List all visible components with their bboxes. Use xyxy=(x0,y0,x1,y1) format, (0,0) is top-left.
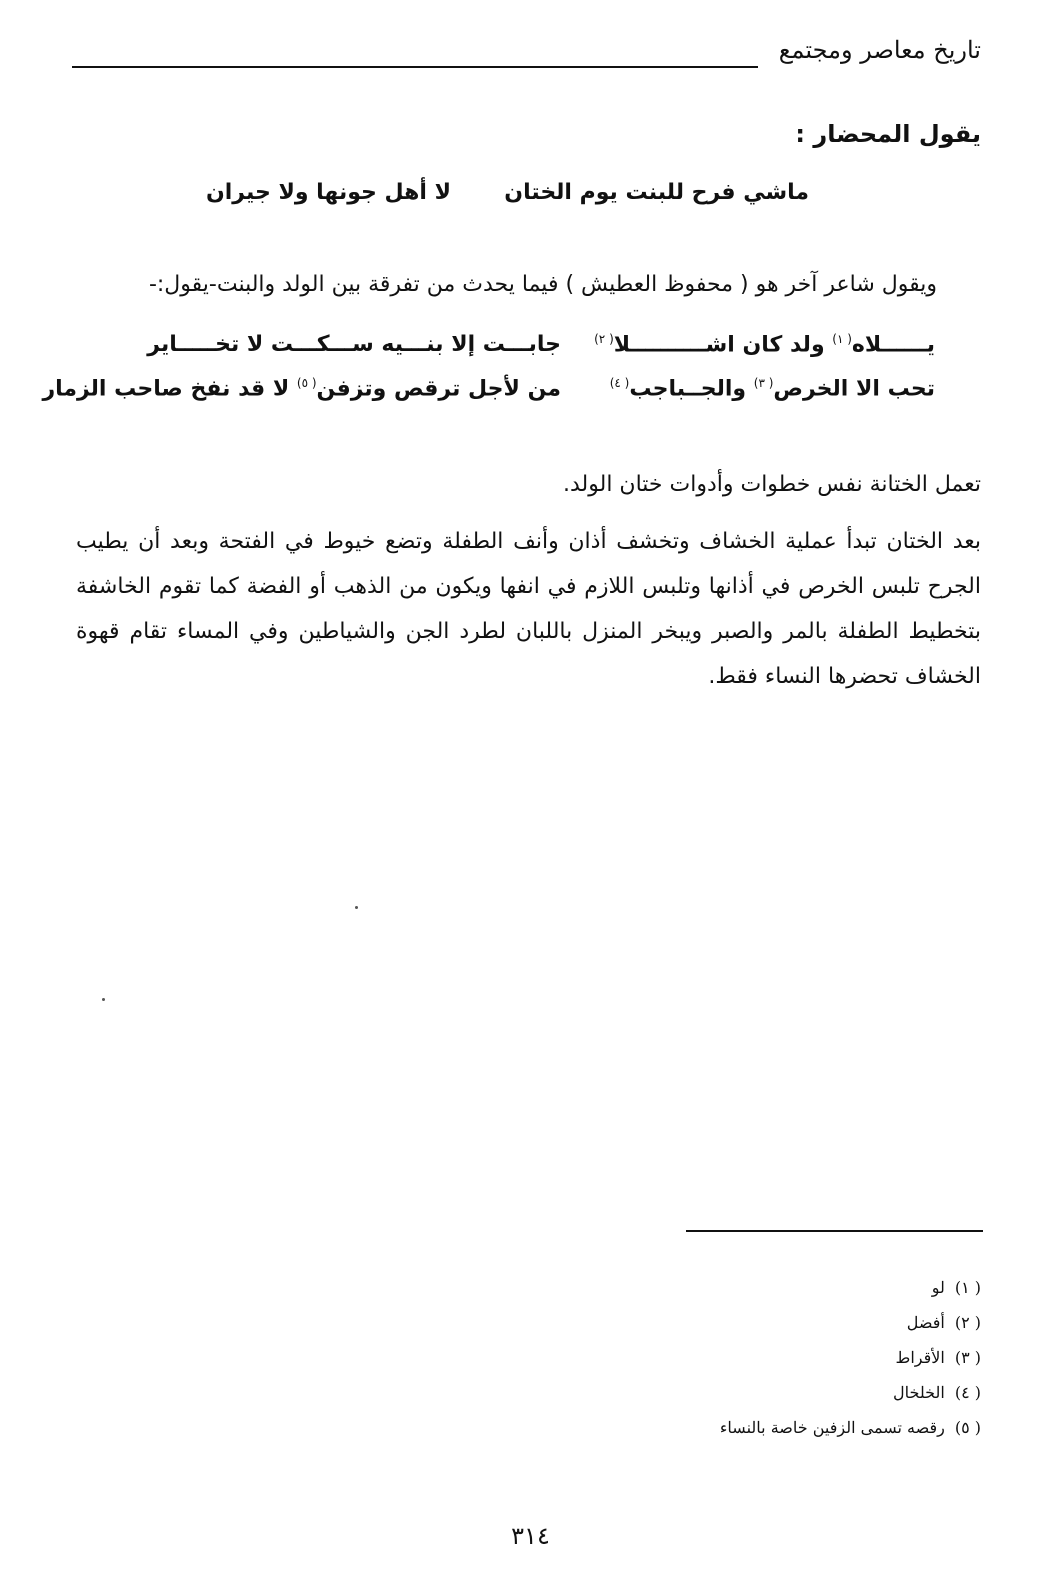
verse-1-left-hemistich: لا أهل جونها ولا جيران xyxy=(205,180,451,205)
verse-couplet-3 xyxy=(0,376,1061,416)
footnote-ref-5: ( ٥) xyxy=(296,376,317,390)
footnote-text: الخلخال xyxy=(893,1383,945,1402)
footnote-text: الأقراط xyxy=(895,1348,945,1367)
footnote-ref-3: ( ٣) xyxy=(753,376,774,390)
verse-3-right-start: تحب الا الخرص xyxy=(773,376,935,402)
footnote-2 xyxy=(720,1305,981,1340)
footnote-ref-2: ( ٢) xyxy=(594,332,614,346)
footnote-5 xyxy=(720,1410,981,1445)
scan-speck xyxy=(355,906,358,909)
footnote-ref-4: ( ٤) xyxy=(609,376,630,390)
footnote-3 xyxy=(720,1340,981,1375)
footnote-1 xyxy=(720,1270,981,1305)
section-heading: يقول المحضار : xyxy=(795,120,981,148)
intro-line: ويقول شاعر آخر هو ( محفوظ العطيش ) فيما يحدث من تفرقة بين الولد والبنت-يقول:- xyxy=(148,272,937,297)
footnote-4 xyxy=(720,1375,981,1410)
verse-3-left-hemistich xyxy=(42,376,561,401)
footnote-number: ( ٣) xyxy=(954,1348,981,1367)
footnote-number: ( ٥) xyxy=(954,1418,981,1437)
page-number: ٣١٤ xyxy=(511,1522,550,1550)
verse-3-left-start: من لأجل ترقص وتزفن xyxy=(316,376,561,402)
footnote-number: ( ١) xyxy=(954,1278,981,1297)
footnote-text: أفضل xyxy=(906,1313,945,1332)
header-rule xyxy=(72,66,758,68)
footnote-ref-1: ( ١) xyxy=(832,332,852,346)
verse-2-left-hemistich: جابـــت إلا بنـــيه ســـكـــت لا تخـــــاير xyxy=(147,332,561,357)
footnote-number: ( ٤) xyxy=(954,1383,981,1402)
footnote-rule xyxy=(686,1230,983,1232)
verse-3-right-mid: والجــباجب xyxy=(629,376,754,402)
footnote-number: ( ٢) xyxy=(954,1313,981,1332)
footnote-text: رقصه تسمى الزفين خاصة بالنساء xyxy=(719,1418,945,1437)
verse-couplet-1 xyxy=(0,180,1061,220)
footnotes-list xyxy=(720,1270,981,1445)
verse-couplet-2 xyxy=(0,332,1061,372)
footnote-text: لو xyxy=(931,1278,945,1297)
scan-speck xyxy=(102,998,105,1001)
paragraph-piercing: بعد الختان تبدأ عملية الخشاف وتخشف أذان وأنف الطفلة وتضع خيوط في الفتحة وبعد أن يطيب الجرح تلبس الخرص في أذانها وتلبس اللازم في انفها ويكون من الذهب أو الفضة كما تقوم الخاشفة بتخطيط الطفلة بالمر والصبر ويبخر المنزل باللبان لطرد الجن والشياطين وفي المساء تقام قهوة الخشاف تحضرها النساء فقط. xyxy=(76,529,981,689)
verse-2-right-start: يــــــلاه xyxy=(851,332,935,358)
verse-2-right-hemistich xyxy=(594,332,935,357)
verse-3-left-end: لا قد نفخ صاحب الزمار xyxy=(42,376,297,402)
verse-1-right-hemistich: ماشي فرح للبنت يوم الختان xyxy=(504,180,809,205)
verse-3-right-hemistich xyxy=(610,376,935,401)
verse-2-right-mid: ولد كان اشــــــــــلا xyxy=(613,332,833,358)
running-header: تاريخ معاصر ومجتمع xyxy=(778,36,981,64)
paragraph-circumcision-steps: تعمل الختانة نفس خطوات وأدوات ختان الولد. xyxy=(563,472,981,497)
